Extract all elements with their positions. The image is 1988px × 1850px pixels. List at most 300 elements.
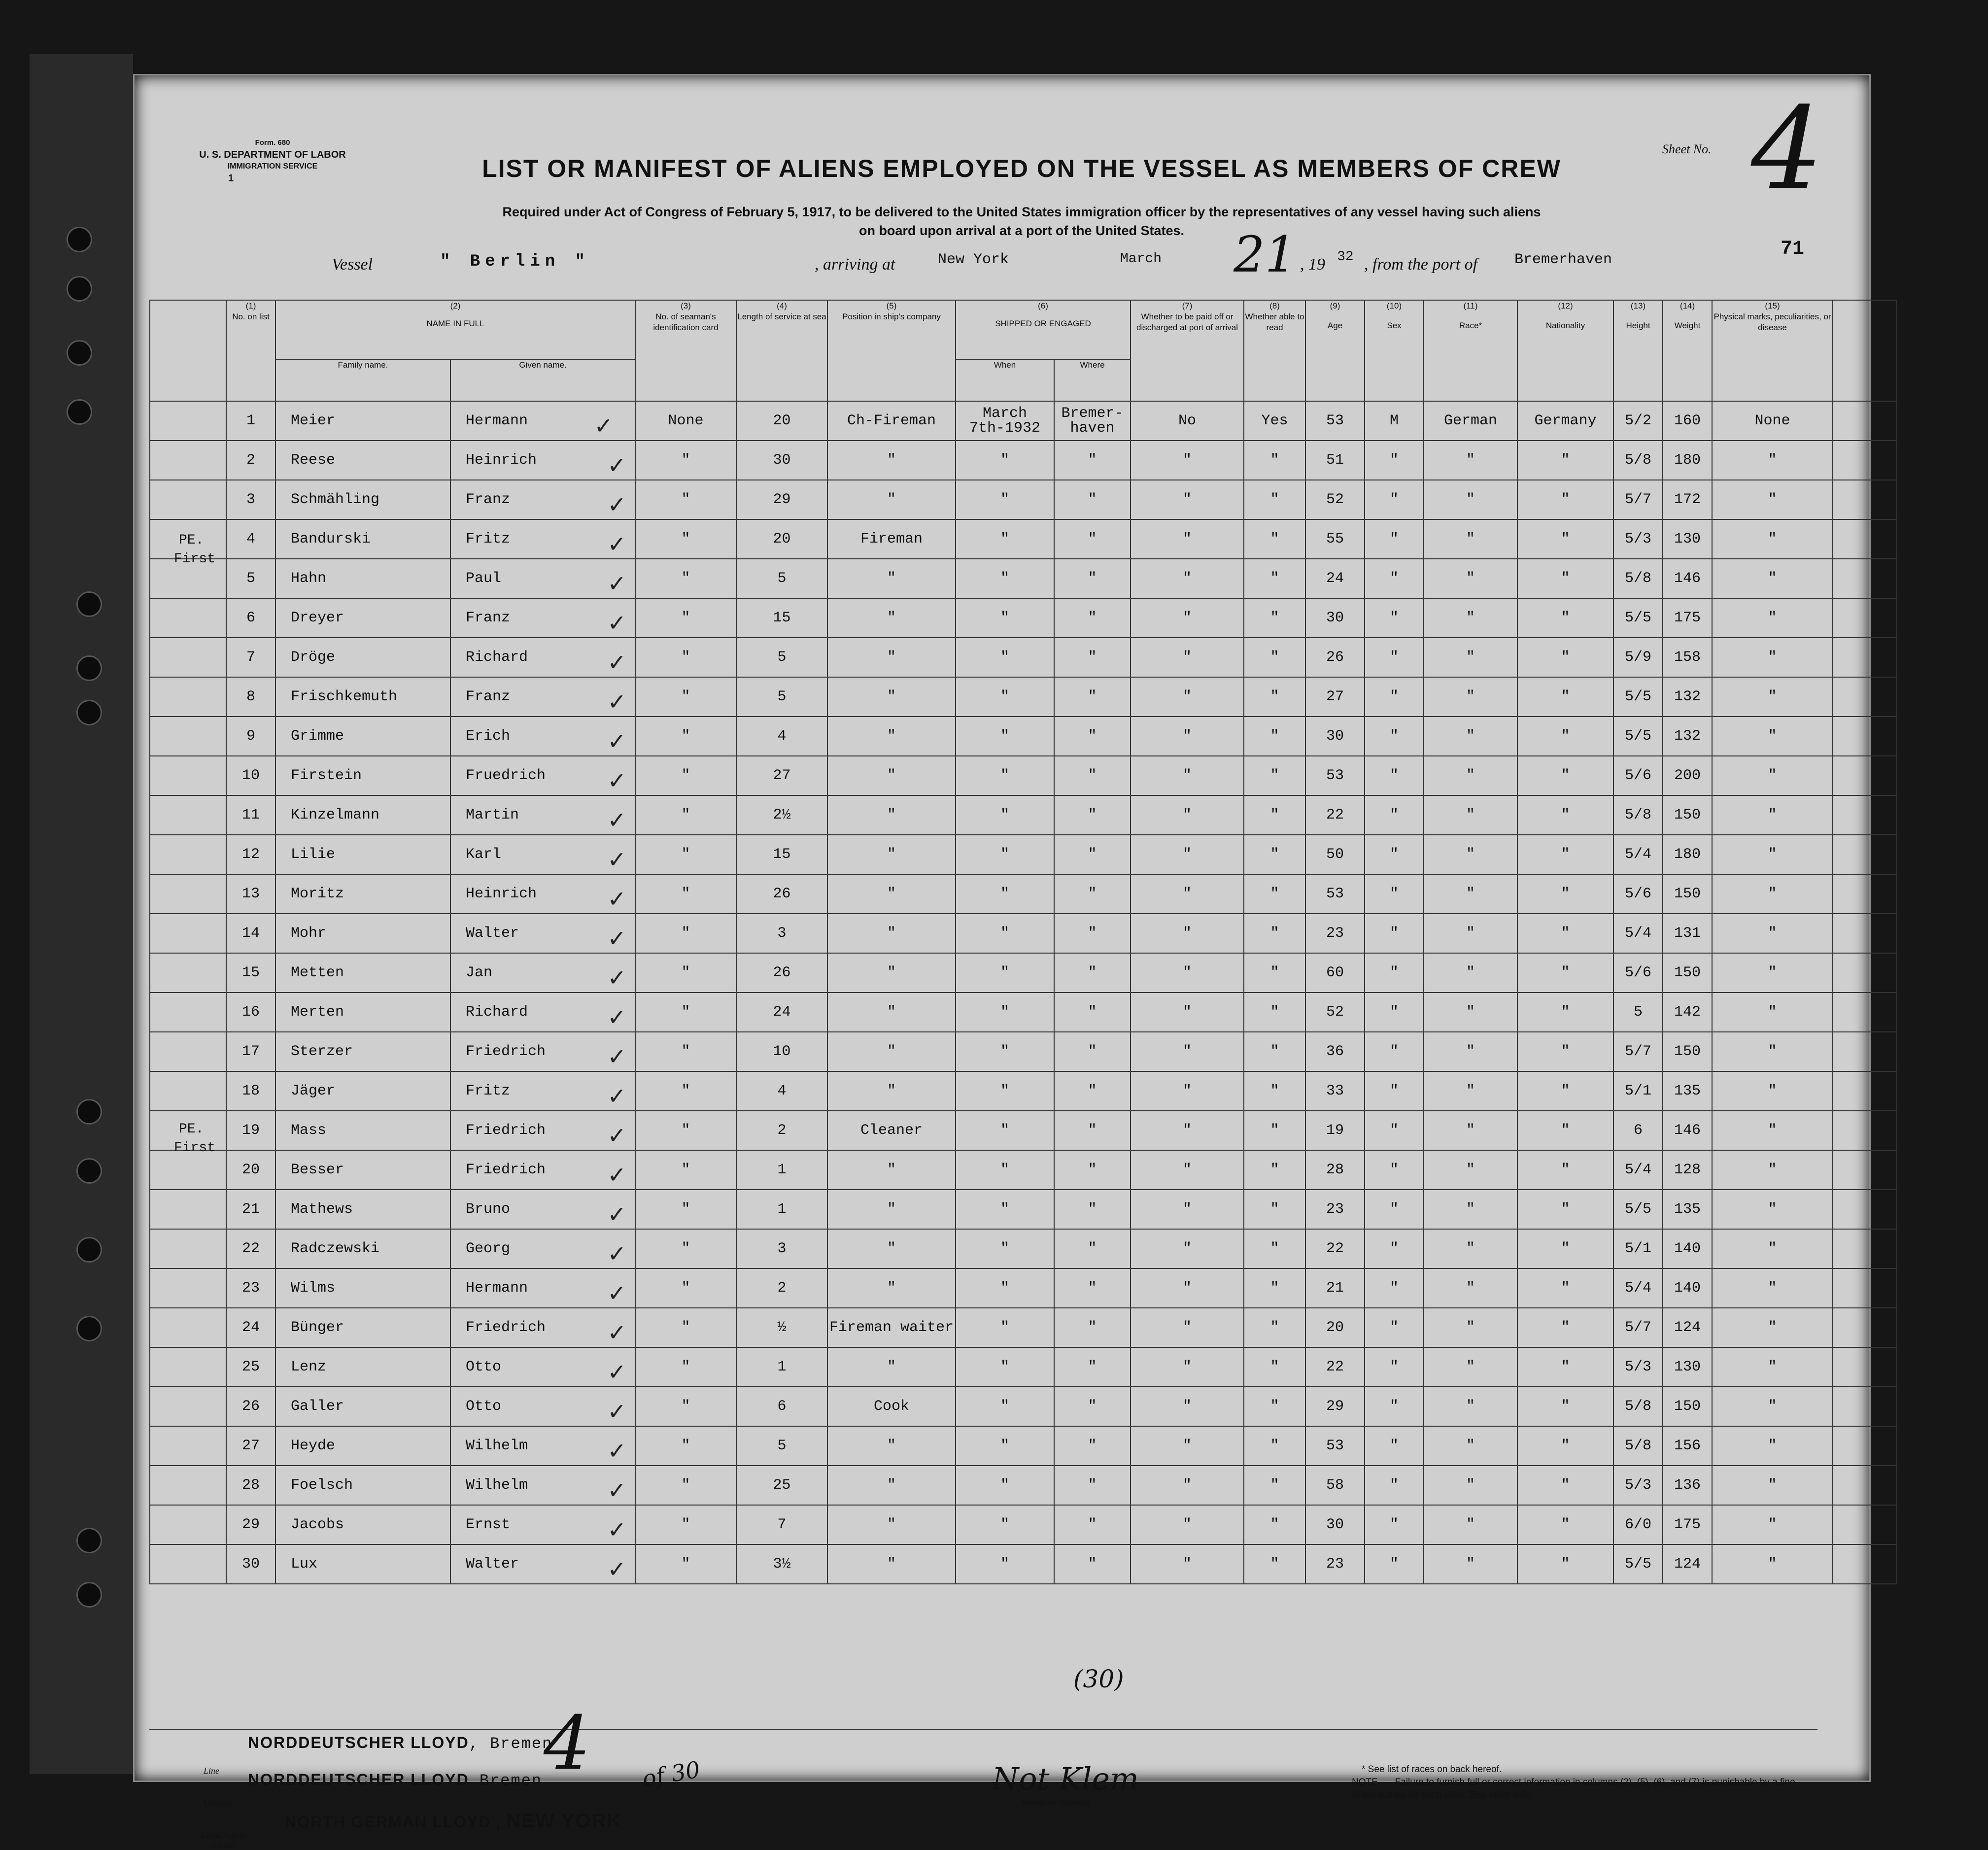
header-height: (13) Height [1613, 300, 1663, 401]
row-number: 28 [226, 1466, 275, 1505]
shipped-where: " [1054, 1426, 1131, 1466]
position: " [827, 638, 956, 677]
weight: 150 [1663, 1032, 1712, 1071]
shipped-where: " [1054, 835, 1131, 874]
paid-off: " [1131, 1268, 1244, 1308]
blank-cell [1833, 1466, 1897, 1505]
age: 60 [1305, 953, 1365, 993]
position: " [827, 1466, 956, 1505]
card-number: ✓ " [635, 480, 736, 519]
paid-off: " [1131, 480, 1244, 519]
shipped-where: " [1054, 993, 1131, 1032]
position: Fireman waiter [827, 1308, 956, 1347]
race: " [1424, 993, 1517, 1032]
crew-table [149, 300, 1897, 1584]
position: " [827, 795, 956, 835]
able-to-read: " [1244, 1268, 1305, 1308]
family-name: Firstein [275, 756, 450, 795]
paid-off: " [1131, 756, 1244, 795]
table-row [150, 480, 1897, 519]
shipped-when: " [956, 953, 1054, 993]
weight: 132 [1663, 717, 1712, 756]
nationality: " [1517, 638, 1613, 677]
weight: 128 [1663, 1150, 1712, 1190]
header-family: Family name. [275, 359, 450, 401]
card-number: ✓ " [635, 795, 736, 835]
table-row [150, 1190, 1897, 1229]
header-margin [150, 300, 226, 401]
nationality: " [1517, 1150, 1613, 1190]
header-when: When [956, 359, 1054, 401]
sex: " [1365, 1032, 1424, 1071]
margin-cell [150, 1466, 226, 1505]
weight: 124 [1663, 1544, 1712, 1584]
margin-cell [150, 795, 226, 835]
shipped-when: " [956, 1071, 1054, 1111]
age: 23 [1305, 914, 1365, 953]
shipped-when: " [956, 480, 1054, 519]
paid-off: " [1131, 1032, 1244, 1071]
position: " [827, 874, 956, 914]
shipped-when: " [956, 835, 1054, 874]
able-to-read: " [1244, 1505, 1305, 1544]
sex: " [1365, 519, 1424, 559]
family-name: Lilie [275, 835, 450, 874]
service-length: ½ [736, 1308, 827, 1347]
family-name: Wilms [275, 1268, 450, 1308]
race: " [1424, 1229, 1517, 1268]
shipped-where: " [1054, 519, 1131, 559]
sex: " [1365, 677, 1424, 717]
card-number: ✓ " [635, 1426, 736, 1466]
table-row [150, 441, 1897, 480]
manifest-sheet [133, 74, 1871, 1850]
hand-mark: 4 [544, 1701, 591, 1786]
able-to-read: " [1244, 1466, 1305, 1505]
physical-marks: " [1712, 795, 1833, 835]
margin-cell [150, 1071, 226, 1111]
shipped-where: " [1054, 1466, 1131, 1505]
position: " [827, 717, 956, 756]
blank-cell [1833, 1544, 1897, 1584]
shipped-where: " [1054, 441, 1131, 480]
shipped-when: " [956, 1466, 1054, 1505]
physical-marks: " [1712, 1111, 1833, 1150]
table-row [150, 559, 1897, 598]
position: " [827, 1268, 956, 1308]
race: " [1424, 1505, 1517, 1544]
service-length: 2½ [736, 795, 827, 835]
age: 28 [1305, 1150, 1365, 1190]
sex: " [1365, 1426, 1424, 1466]
shipped-where: " [1054, 1268, 1131, 1308]
shipped-when-line: March [983, 405, 1028, 422]
table-row [150, 717, 1897, 756]
row-number: 10 [226, 756, 275, 795]
row-number: 9 [226, 717, 275, 756]
row-number: 2 [226, 441, 275, 480]
race: " [1424, 677, 1517, 717]
margin-cell [150, 914, 226, 953]
height: 5/6 [1613, 953, 1663, 993]
row-number: 14 [226, 914, 275, 953]
card-number: ✓ " [635, 1544, 736, 1584]
given-name: Hermann [450, 1268, 635, 1308]
header-card: (3) No. of seaman's identification card [635, 300, 736, 401]
race: " [1424, 1466, 1517, 1505]
given-name: Wilhelm [450, 1466, 635, 1505]
row-number: 6 [226, 598, 275, 638]
shipped-when: " [956, 1111, 1054, 1150]
service-length: 2 [736, 1268, 827, 1308]
table-row [150, 1387, 1897, 1426]
family-name: Moritz [275, 874, 450, 914]
sheet-number: 4 [1751, 83, 1823, 215]
sheet-label: Sheet No. [1662, 142, 1712, 156]
card-number: ✓ " [635, 1466, 736, 1505]
service-length: 2 [736, 1111, 827, 1150]
position: " [827, 677, 956, 717]
sex: " [1365, 1111, 1424, 1150]
nationality: " [1517, 1032, 1613, 1071]
nationality: " [1517, 1111, 1613, 1150]
race: " [1424, 1387, 1517, 1426]
given-name: Georg [450, 1229, 635, 1268]
sex: " [1365, 1387, 1424, 1426]
shipped-where: " [1054, 1229, 1131, 1268]
service-length: 20 [736, 401, 827, 441]
row-number: 1 [226, 401, 275, 441]
binder-hole [76, 591, 102, 617]
arrival-month: March [1120, 251, 1162, 267]
service-length: 5 [736, 559, 827, 598]
race: " [1424, 1426, 1517, 1466]
age: 22 [1305, 1229, 1365, 1268]
height: 5/7 [1613, 1308, 1663, 1347]
shipped-where [1054, 401, 1131, 441]
physical-marks: " [1712, 993, 1833, 1032]
weight: 180 [1663, 441, 1712, 480]
race: " [1424, 1308, 1517, 1347]
given-name: Franz [450, 677, 635, 717]
paid-off: " [1131, 1150, 1244, 1190]
physical-marks: " [1712, 677, 1833, 717]
given-name: Friedrich [450, 1111, 635, 1150]
card-number: ✓ " [635, 1347, 736, 1387]
margin-cell [150, 638, 226, 677]
position: " [827, 953, 956, 993]
card-number: ✓ " [635, 1387, 736, 1426]
row-number: 3 [226, 480, 275, 519]
service-length: 20 [736, 519, 827, 559]
nationality: " [1517, 795, 1613, 835]
shipped-when: " [956, 1308, 1054, 1347]
family-name: Galler [275, 1387, 450, 1426]
service: IMMIGRATION SERVICE [227, 162, 318, 171]
height: 5/5 [1613, 1190, 1663, 1229]
vessel-name: " Berlin " [440, 252, 590, 271]
age: 30 [1305, 1505, 1365, 1544]
height: 5/8 [1613, 559, 1663, 598]
race: " [1424, 756, 1517, 795]
sex: " [1365, 1190, 1424, 1229]
given-name: Ernst [450, 1505, 635, 1544]
weight: 156 [1663, 1426, 1712, 1466]
physical-marks: " [1712, 1466, 1833, 1505]
height: 5/5 [1613, 717, 1663, 756]
blank-cell [1833, 638, 1897, 677]
family-name: Foelsch [275, 1466, 450, 1505]
weight: 150 [1663, 795, 1712, 835]
card-number: ✓ " [635, 559, 736, 598]
blank-cell [1833, 835, 1897, 874]
shipped-when: " [956, 717, 1054, 756]
shipped-where: " [1054, 914, 1131, 953]
margin-cell [150, 1268, 226, 1308]
shipped-where: " [1054, 953, 1131, 993]
height: 5/3 [1613, 1347, 1663, 1387]
paid-off: " [1131, 874, 1244, 914]
card-number: ✓ " [635, 914, 736, 953]
height: 5/8 [1613, 795, 1663, 835]
binder-hole [76, 655, 102, 681]
table-row [150, 598, 1897, 638]
race: " [1424, 519, 1517, 559]
nationality: " [1517, 1466, 1613, 1505]
row-number: 23 [226, 1268, 275, 1308]
family-name: Bünger [275, 1308, 450, 1347]
height: 5/4 [1613, 1268, 1663, 1308]
from-port: Bremerhaven [1514, 251, 1612, 268]
nationality: " [1517, 1347, 1613, 1387]
header-blank [1833, 300, 1897, 401]
age: 27 [1305, 677, 1365, 717]
nationality: " [1517, 914, 1613, 953]
position: " [827, 1544, 956, 1584]
nationality: " [1517, 835, 1613, 874]
able-to-read: " [1244, 835, 1305, 874]
sex: " [1365, 480, 1424, 519]
able-to-read: " [1244, 1229, 1305, 1268]
blank-cell [1833, 1032, 1897, 1071]
height: 6/0 [1613, 1505, 1663, 1544]
service-length: 29 [736, 480, 827, 519]
agents-label: Local Agents [201, 1830, 248, 1840]
binder-hole [67, 340, 92, 366]
row-number: 22 [226, 1229, 275, 1268]
card-number: ✓ " [635, 1111, 736, 1150]
nationality: " [1517, 1071, 1613, 1111]
card-number: ✓ " [635, 756, 736, 795]
card-number: ✓ " [635, 638, 736, 677]
table-row [150, 1505, 1897, 1544]
height: 5/5 [1613, 598, 1663, 638]
physical-marks: " [1712, 598, 1833, 638]
race: " [1424, 638, 1517, 677]
weight: 180 [1663, 835, 1712, 874]
blank-cell [1833, 1150, 1897, 1190]
given-name: Fritz [450, 1071, 635, 1111]
header-where: Where [1054, 359, 1131, 401]
physical-marks: " [1712, 874, 1833, 914]
given-name: Heinrich [450, 441, 635, 480]
family-name: Bandurski [275, 519, 450, 559]
blank-cell [1833, 519, 1897, 559]
blank-cell [1833, 441, 1897, 480]
family-name: Mass [275, 1111, 450, 1150]
nationality: " [1517, 756, 1613, 795]
row-number: 5 [226, 559, 275, 598]
able-to-read: " [1244, 874, 1305, 914]
able-to-read: " [1244, 1387, 1305, 1426]
row-number: 16 [226, 993, 275, 1032]
header-nationality: (12) Nationality [1517, 300, 1613, 401]
race: " [1424, 795, 1517, 835]
crew-table-body [150, 401, 1897, 1584]
table-row [150, 1150, 1897, 1190]
sex: " [1365, 638, 1424, 677]
family-name: Grimme [275, 717, 450, 756]
age: 30 [1305, 717, 1365, 756]
arrival-day: 21 [1234, 226, 1297, 283]
weight: 135 [1663, 1190, 1712, 1229]
card-number: ✓ " [635, 1150, 736, 1190]
table-row [150, 1347, 1897, 1387]
card-number: ✓ None [635, 401, 736, 441]
card-number: ✓ " [635, 677, 736, 717]
age: 58 [1305, 1466, 1365, 1505]
service-length: 26 [736, 874, 827, 914]
line-label: Line [204, 1766, 220, 1776]
age: 22 [1305, 795, 1365, 835]
paid-off: " [1131, 717, 1244, 756]
blank-cell [1833, 756, 1897, 795]
margin-cell [150, 598, 226, 638]
family-name: Meier [275, 401, 450, 441]
weight: 135 [1663, 1071, 1712, 1111]
height: 5/2 [1613, 401, 1663, 441]
weight: 136 [1663, 1466, 1712, 1505]
service-length: 3 [736, 914, 827, 953]
card-number: ✓ " [635, 874, 736, 914]
physical-marks: " [1712, 953, 1833, 993]
header-shipped: (6) SHIPPED OR ENGAGED [956, 300, 1131, 359]
able-to-read: " [1244, 1347, 1305, 1387]
physical-marks: " [1712, 914, 1833, 953]
able-to-read: " [1244, 1426, 1305, 1466]
blank-cell [1833, 1268, 1897, 1308]
height: 5/6 [1613, 756, 1663, 795]
family-name: Schmähling [275, 480, 450, 519]
physical-marks: " [1712, 1505, 1833, 1544]
weight: 150 [1663, 874, 1712, 914]
shipped-where: " [1054, 717, 1131, 756]
margin-cell [150, 1229, 226, 1268]
family-name: Jäger [275, 1071, 450, 1111]
paid-off: " [1131, 1071, 1244, 1111]
shipped-when: " [956, 1032, 1054, 1071]
page-ref: 71 [1781, 238, 1805, 260]
shipped-when-line: 7th-1932 [969, 420, 1041, 437]
given-name: Franz [450, 598, 635, 638]
given-name: Bruno [450, 1190, 635, 1229]
race: " [1424, 835, 1517, 874]
age: 24 [1305, 559, 1365, 598]
footer-rule [149, 1729, 1817, 1730]
nationality: " [1517, 480, 1613, 519]
margin-note-b: PE. First [174, 1122, 216, 1156]
shipped-when: " [956, 1268, 1054, 1308]
given-name: Martin [450, 795, 635, 835]
paid-off: " [1131, 677, 1244, 717]
weight: 124 [1663, 1308, 1712, 1347]
shipped-when: " [956, 1150, 1054, 1190]
service-length: 10 [736, 1032, 827, 1071]
row-number: 20 [226, 1150, 275, 1190]
header-paid-off: (7) Whether to be paid off or discharged at port of arrival [1131, 300, 1244, 401]
family-name: Mohr [275, 914, 450, 953]
agents-company: NORTH GERMAN LLOYD , NEW YORK [285, 1810, 622, 1832]
weight: 130 [1663, 519, 1712, 559]
paid-off: " [1131, 1505, 1244, 1544]
row-number: 12 [226, 835, 275, 874]
age: 23 [1305, 1190, 1365, 1229]
shipped-when: " [956, 598, 1054, 638]
able-to-read: " [1244, 1544, 1305, 1584]
height: 5/5 [1613, 1544, 1663, 1584]
card-number: ✓ " [635, 1190, 736, 1229]
binder-hole [67, 399, 92, 425]
position: " [827, 1347, 956, 1387]
table-row [150, 756, 1897, 795]
table-row [150, 1268, 1897, 1308]
paid-off: " [1131, 1111, 1244, 1150]
physical-marks: " [1712, 1308, 1833, 1347]
nationality: " [1517, 717, 1613, 756]
physical-marks: " [1712, 1032, 1833, 1071]
nationality: " [1517, 993, 1613, 1032]
shipped-where-line: haven [1070, 420, 1115, 437]
paid-off: " [1131, 835, 1244, 874]
given-name: Otto [450, 1387, 635, 1426]
height: 5/8 [1613, 1426, 1663, 1466]
row-number: 17 [226, 1032, 275, 1071]
nationality: " [1517, 874, 1613, 914]
given-name: Paul [450, 559, 635, 598]
position: " [827, 480, 956, 519]
table-row [150, 401, 1897, 441]
sex: " [1365, 756, 1424, 795]
race: " [1424, 874, 1517, 914]
weight: 146 [1663, 1111, 1712, 1150]
margin-cell [150, 1308, 226, 1347]
card-number: ✓ " [635, 519, 736, 559]
nationality: " [1517, 1387, 1613, 1426]
blank-cell [1833, 1190, 1897, 1229]
blank-cell [1833, 677, 1897, 717]
physical-marks: " [1712, 638, 1833, 677]
margin-cell [150, 993, 226, 1032]
physical-marks: " [1712, 1387, 1833, 1426]
family-name: Dreyer [275, 598, 450, 638]
card-number: ✓ " [635, 1505, 736, 1544]
card-number: ✓ " [635, 993, 736, 1032]
family-name: Reese [275, 441, 450, 480]
table-row [150, 874, 1897, 914]
given-name: Walter [450, 1544, 635, 1584]
position: " [827, 1426, 956, 1466]
shipped-when: " [956, 441, 1054, 480]
